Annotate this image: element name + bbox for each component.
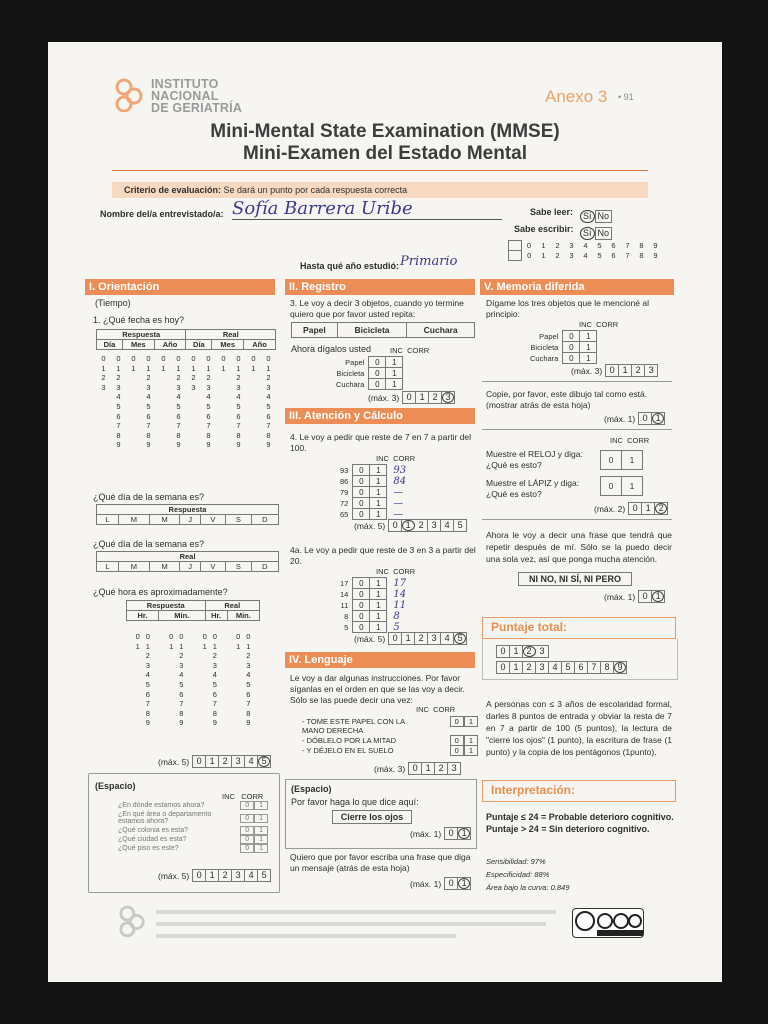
- school-digit[interactable]: 5: [597, 241, 602, 250]
- schooling-digit-grid[interactable]: [508, 240, 663, 261]
- score-option[interactable]: 2: [415, 633, 428, 644]
- score-option[interactable]: 3: [648, 365, 654, 375]
- score-option[interactable]: 2: [219, 756, 232, 767]
- page-title: Mini-Mental State Examination (MMSE): [210, 121, 560, 142]
- score-option[interactable]: 0: [497, 662, 510, 673]
- pencil-question: Muestre el LÁPIZ y diga: ¿Qué es esto?: [486, 478, 580, 499]
- score-option[interactable]: 4: [441, 633, 454, 644]
- footer-license-line: [156, 934, 456, 938]
- score-option[interactable]: 1: [510, 646, 523, 657]
- score-option[interactable]: 1: [402, 520, 415, 531]
- annex-label: Anexo 3: [545, 87, 608, 106]
- school-digit[interactable]: 0: [527, 251, 532, 260]
- inc-corr-header: INC CORR: [222, 792, 264, 801]
- total-units[interactable]: [496, 661, 627, 674]
- score-option[interactable]: 0: [497, 646, 510, 657]
- school-digit[interactable]: 1: [541, 251, 546, 260]
- school-digit[interactable]: 8: [639, 251, 644, 260]
- score-option[interactable]: 3: [428, 520, 441, 531]
- date-digit-columns[interactable]: 0 1 2 3 0 1 2 3 4 5 6 7 8 9 0 1 0 1 2 3 4 5 6 7 8 9 0 1 0 1 2 3 4 5 6 7 8 9 0 1 2 3 0 1 2 3 4 5 6 7 8 9 0 1 0 1 2 3 4 5 6 7 8 9 0 1 0 1 2 3 4 5 6 7 8 9: [101, 354, 271, 450]
- school-digit[interactable]: 7: [625, 251, 630, 260]
- close-eyes-card: Cierre los ojos: [332, 810, 412, 824]
- space-question-row[interactable]: ¿En dónde estamos ahora? 0 1: [118, 802, 268, 809]
- score-option[interactable]: 2: [523, 662, 536, 673]
- page-subtitle: Mini-Examen del Estado Mental: [243, 143, 527, 164]
- evaluation-criteria: Criterio de evaluación: Se dará un punto por cada respuesta correcta: [112, 182, 648, 198]
- memory-inc-corr: INC CORR: [579, 320, 619, 329]
- score-option[interactable]: 6: [575, 662, 588, 673]
- phrase-card: NI NO, NI SÍ, NI PERO: [518, 572, 632, 586]
- score-option[interactable]: 2: [429, 392, 442, 403]
- time-score[interactable]: (máx. 5) 0 1 2 3 4 5: [158, 755, 271, 768]
- read-no-option[interactable]: No: [595, 210, 613, 223]
- score-option[interactable]: 3: [451, 763, 457, 773]
- institution-logo-icon: [114, 78, 144, 112]
- score-option[interactable]: 1: [416, 392, 429, 403]
- read-options[interactable]: [580, 206, 612, 224]
- space-question-row[interactable]: ¿Qué piso es este? 0 1: [118, 845, 268, 852]
- space-label: (Espacio): [95, 781, 136, 791]
- time-label: (Tiempo): [95, 298, 131, 308]
- school-digit[interactable]: 2: [555, 241, 560, 250]
- write-sentence-score[interactable]: (máx. 1) 0 1: [410, 877, 471, 890]
- score-option[interactable]: 1: [206, 756, 219, 767]
- weekday-option[interactable]: V: [200, 515, 226, 525]
- orientation-header: I. Orientación: [85, 279, 275, 295]
- weekday-option[interactable]: V: [200, 562, 226, 572]
- language-step-row[interactable]: - TOME ESTE PAPEL CON LA MANO DERECHA 0 1: [302, 717, 478, 735]
- score-option[interactable]: 8: [601, 662, 614, 673]
- language-step-row[interactable]: - Y DÉJELO EN EL SUELO 0 1: [302, 746, 478, 755]
- score-option[interactable]: 3: [536, 662, 549, 673]
- score-option[interactable]: 2: [632, 365, 645, 376]
- sensitivity: Sensibilidad: 97%: [486, 857, 546, 866]
- recall-instructions: Dígame los tres objetos que le mencioné al principio:: [486, 298, 650, 319]
- registration-instructions: 3. Le voy a decir 3 objetos, cuando yo termine quiero que por favor usted repita:: [290, 298, 464, 319]
- read-yes-option[interactable]: Sí: [580, 210, 595, 223]
- language-score[interactable]: (máx. 3) 0 1 2 3: [374, 762, 461, 775]
- weekday-option[interactable]: S: [226, 515, 252, 525]
- score-option[interactable]: 2: [219, 870, 232, 881]
- score-option[interactable]: 0: [403, 392, 416, 403]
- divider: [112, 170, 648, 171]
- mmse-form-page: [48, 42, 722, 982]
- score-option[interactable]: 5: [457, 520, 463, 530]
- specificity: Especificidad: 88%: [486, 870, 550, 879]
- write-label: Sabe escribir:: [514, 224, 574, 234]
- space-questions: [118, 802, 268, 854]
- language-inc-corr: INC CORR: [416, 705, 456, 714]
- subtract-3-score[interactable]: (máx. 5) 0 1 2 3 4 5: [354, 632, 467, 645]
- objects-table: Papel Bicicleta Cuchara: [291, 322, 475, 338]
- institution-name: INSTITUTO NACIONAL DE GERIATRÍA: [151, 77, 243, 115]
- score-option[interactable]: 0: [389, 633, 402, 644]
- score-option[interactable]: 1: [422, 763, 435, 774]
- school-digit[interactable]: 9: [653, 251, 658, 260]
- name-label: Nombre del/a entrevistado/a:: [100, 209, 224, 219]
- weekday-option[interactable]: M: [149, 515, 180, 525]
- weekday-option[interactable]: S: [226, 562, 252, 572]
- score-option[interactable]: 5: [454, 633, 466, 644]
- score-option[interactable]: 2: [523, 646, 536, 657]
- language-space-label: (Espacio): [291, 784, 332, 794]
- naming-inc-corr: INC CORR: [610, 436, 650, 445]
- score-option[interactable]: 1: [206, 870, 219, 881]
- schooling-note: A personas con ≤ 3 años de escolaridad formal, darles 8 puntos de entrada y obviar la resta de 7 en 7 a partir de 100 (5 puntos), la lectura de "cierre los ojos" (1 punto), la escritura de frase (1 punto) y la copia de los pentágonos (1punto).: [486, 699, 672, 757]
- score-option[interactable]: 3: [539, 646, 545, 656]
- footer-logo-icon: [118, 904, 146, 938]
- write-yes-option[interactable]: Sí: [580, 227, 595, 240]
- recall-object-scores[interactable]: Papel 0 1 Bicicleta 0 1 Cuchara 0 1: [530, 330, 597, 364]
- date-table: Respuesta Real Día Mes Año Día Mes Año: [96, 329, 276, 350]
- hour-digit-columns[interactable]: 0 1 0 1 2 3 4 5 6 7 8 9 0 1 0 1 2 3 4 5 6 7 8 9 0 1 0 1 2 3 4 5 6 7 8 9 0 1 0 1 2 3 4 5 6 7 8 9: [135, 632, 251, 728]
- weekday-option[interactable]: M: [118, 515, 149, 525]
- school-digit[interactable]: 8: [639, 241, 644, 250]
- copy-drawing-instruction: Copie, por favor, este dibujo tal como está. (mostrar atrás de esta hoja): [486, 389, 648, 410]
- read-do-instruction: Por favor haga lo que dice aquí:: [291, 797, 419, 807]
- repeat-phrase-instruction: Ahora le voy a decir una frase que tendrá que repetir después de mí. Sólo se la puedo decir una sola vez, así que ponga mucha atención.: [486, 530, 672, 564]
- read-label: Sabe leer:: [530, 207, 574, 217]
- divider: [482, 429, 672, 430]
- score-option[interactable]: 0: [606, 365, 619, 376]
- score-option[interactable]: 5: [562, 662, 575, 673]
- school-digit[interactable]: 3: [569, 251, 574, 260]
- attention-inc-corr: INC CORR: [376, 454, 416, 463]
- score-option[interactable]: 3: [232, 870, 245, 881]
- language-header: IV. Lenguaje: [285, 652, 475, 668]
- write-options[interactable]: [580, 223, 612, 241]
- weekday-real-table[interactable]: Real L M M J V S D: [96, 551, 279, 572]
- language-instructions: Le voy a dar algunas instrucciones. Por favor síganlas en el orden en que se las voy a decir. Sólo se las puede decir una vez:: [290, 673, 465, 705]
- phrase-score[interactable]: (máx. 1) 0 1: [604, 590, 665, 603]
- footer-license-line: [156, 922, 546, 926]
- registration-score[interactable]: (máx. 3) 0 1 2 3: [368, 391, 455, 404]
- subtract-3-instructions: 4a. Le voy a pedir que reste de 3 en 3 a partir del 20.: [290, 545, 476, 566]
- score-option[interactable]: 3: [232, 756, 245, 767]
- school-digit[interactable]: 9: [653, 241, 658, 250]
- subtract-7-table[interactable]: 93 0 1 93 86 0 1 84 79 0 1 — 72 0 1 — 65 0 1 —: [340, 464, 407, 520]
- school-digit[interactable]: 2: [555, 251, 560, 260]
- memory-header: V. Memoria diferida: [480, 279, 674, 295]
- interpretation-line-1: Puntaje ≤ 24 = Probable deterioro cognitivo.: [486, 812, 674, 822]
- write-no-option[interactable]: No: [595, 227, 613, 240]
- score-option[interactable]: 3: [428, 633, 441, 644]
- auc: Área bajo la curva: 0.849: [486, 883, 570, 892]
- weekday-option[interactable]: J: [180, 562, 200, 572]
- score-option[interactable]: 0: [409, 763, 422, 774]
- school-digit[interactable]: 3: [569, 241, 574, 250]
- subtract-3-table[interactable]: 17 0 1 17 14 0 1 14 11 0 1 11 8 0 1 8 5 0 1 5: [340, 577, 407, 633]
- total-score-label: Puntaje total:: [482, 617, 676, 639]
- weekday-option[interactable]: D: [251, 562, 278, 572]
- school-digit[interactable]: 6: [611, 241, 616, 250]
- space-question-row[interactable]: ¿Qué colonia es esta? 0 1: [118, 827, 268, 834]
- score-option[interactable]: 1: [402, 633, 415, 644]
- total-tens[interactable]: [496, 645, 549, 658]
- naming-score[interactable]: (máx. 2) 0 1 2: [594, 502, 668, 515]
- school-digit[interactable]: 0: [526, 241, 532, 250]
- say-now-label: Ahora dígalos usted: [291, 344, 372, 354]
- score-option[interactable]: 2: [415, 520, 428, 531]
- weekday-option[interactable]: J: [180, 515, 200, 525]
- weekday-option[interactable]: L: [97, 562, 119, 572]
- score-option[interactable]: 3: [442, 392, 454, 403]
- school-digit[interactable]: 4: [583, 251, 588, 260]
- registration-header: II. Registro: [285, 279, 475, 295]
- score-option[interactable]: 4: [245, 756, 258, 767]
- score-option[interactable]: 4: [245, 870, 258, 881]
- name-value[interactable]: Sofía Barrera Uribe: [232, 198, 502, 220]
- space-score[interactable]: (máx. 5) 0 1 2 3 4 5: [158, 869, 271, 882]
- creative-commons-badge-icon: [572, 908, 644, 938]
- attention3-inc-corr: INC CORR: [376, 567, 416, 576]
- language-steps[interactable]: [302, 717, 478, 756]
- score-option[interactable]: 9: [614, 662, 626, 673]
- score-option[interactable]: 4: [549, 662, 562, 673]
- school-value[interactable]: Primario: [400, 254, 458, 269]
- subtract-7-score[interactable]: (máx. 5) 0 1 2 3 4 5: [354, 519, 467, 532]
- score-option[interactable]: 0: [193, 756, 206, 767]
- page-number: • 91: [618, 92, 634, 102]
- school-digit[interactable]: 4: [583, 241, 588, 250]
- space-question-row[interactable]: ¿En qué área o departamento estamos ahora? 0 1: [118, 811, 268, 825]
- pencil-score[interactable]: 0 1: [600, 476, 643, 496]
- weekday-real-question: ¿Qué día de la semana es?: [93, 539, 205, 549]
- write-sentence-instruction: Quiero que por favor escriba una frase que diga un mensaje (atrás de esta hoja): [290, 852, 471, 873]
- school-label: Hasta qué año estudió:: [300, 261, 400, 271]
- score-option[interactable]: 0: [193, 870, 206, 881]
- score-option[interactable]: 1: [619, 365, 632, 376]
- weekday-answer-table[interactable]: Respuesta L M M J V S D: [96, 504, 279, 525]
- score-option[interactable]: 5: [261, 870, 267, 880]
- interpretation-label: Interpretación:: [482, 780, 676, 802]
- score-option[interactable]: 2: [435, 763, 448, 774]
- score-option[interactable]: 7: [588, 662, 601, 673]
- weekday-question: ¿Qué día de la semana es?: [93, 492, 205, 502]
- school-digit[interactable]: 1: [541, 241, 546, 250]
- registration-inc-corr: INC CORR: [390, 346, 430, 355]
- registration-object-scores[interactable]: Papel 0 1 Bicicleta 0 1 Cuchara 0 1: [336, 356, 403, 390]
- hour-question: ¿Qué hora es aproximadamente?: [93, 587, 228, 597]
- subtract-7-instructions: 4. Le voy a pedir que reste de 7 en 7 a partir del 100.: [290, 432, 471, 453]
- school-digit[interactable]: 7: [625, 241, 630, 250]
- watch-score[interactable]: 0 1: [600, 450, 643, 470]
- close-eyes-score[interactable]: (máx. 1) 0 1: [410, 827, 471, 840]
- footer-license-line: [156, 910, 556, 914]
- watch-question: Muestre el RELOJ y diga: ¿Qué es esto?: [486, 449, 583, 470]
- divider: [482, 381, 672, 382]
- copy-drawing-score[interactable]: (máx. 1) 0 1: [604, 412, 665, 425]
- weekday-option[interactable]: L: [97, 515, 119, 525]
- school-digit[interactable]: 5: [597, 251, 602, 260]
- score-option[interactable]: 4: [441, 520, 454, 531]
- space-question-row[interactable]: ¿Qué ciudad es esta? 0 1: [118, 836, 268, 843]
- score-option[interactable]: 5: [258, 756, 270, 767]
- attention-header: III. Atención y Cálculo: [285, 408, 475, 424]
- school-digit[interactable]: 6: [611, 251, 616, 260]
- date-question: 1. ¿Qué fecha es hoy?: [93, 315, 185, 325]
- hour-table: Respuesta Real Hr. Min. Hr. Min.: [126, 600, 260, 621]
- language-step-row[interactable]: - DÓBLELO POR LA MITAD 0 1: [302, 736, 478, 745]
- weekday-option[interactable]: M: [149, 562, 180, 572]
- score-option[interactable]: 0: [389, 520, 402, 531]
- divider: [482, 519, 672, 520]
- interpretation-line-2: Puntaje > 24 = Sin deterioro cognitivo.: [486, 824, 650, 834]
- weekday-option[interactable]: M: [118, 562, 149, 572]
- weekday-option[interactable]: D: [251, 515, 278, 525]
- score-option[interactable]: 1: [510, 662, 523, 673]
- recall-score[interactable]: (máx. 3) 0 1 2 3: [571, 364, 658, 377]
